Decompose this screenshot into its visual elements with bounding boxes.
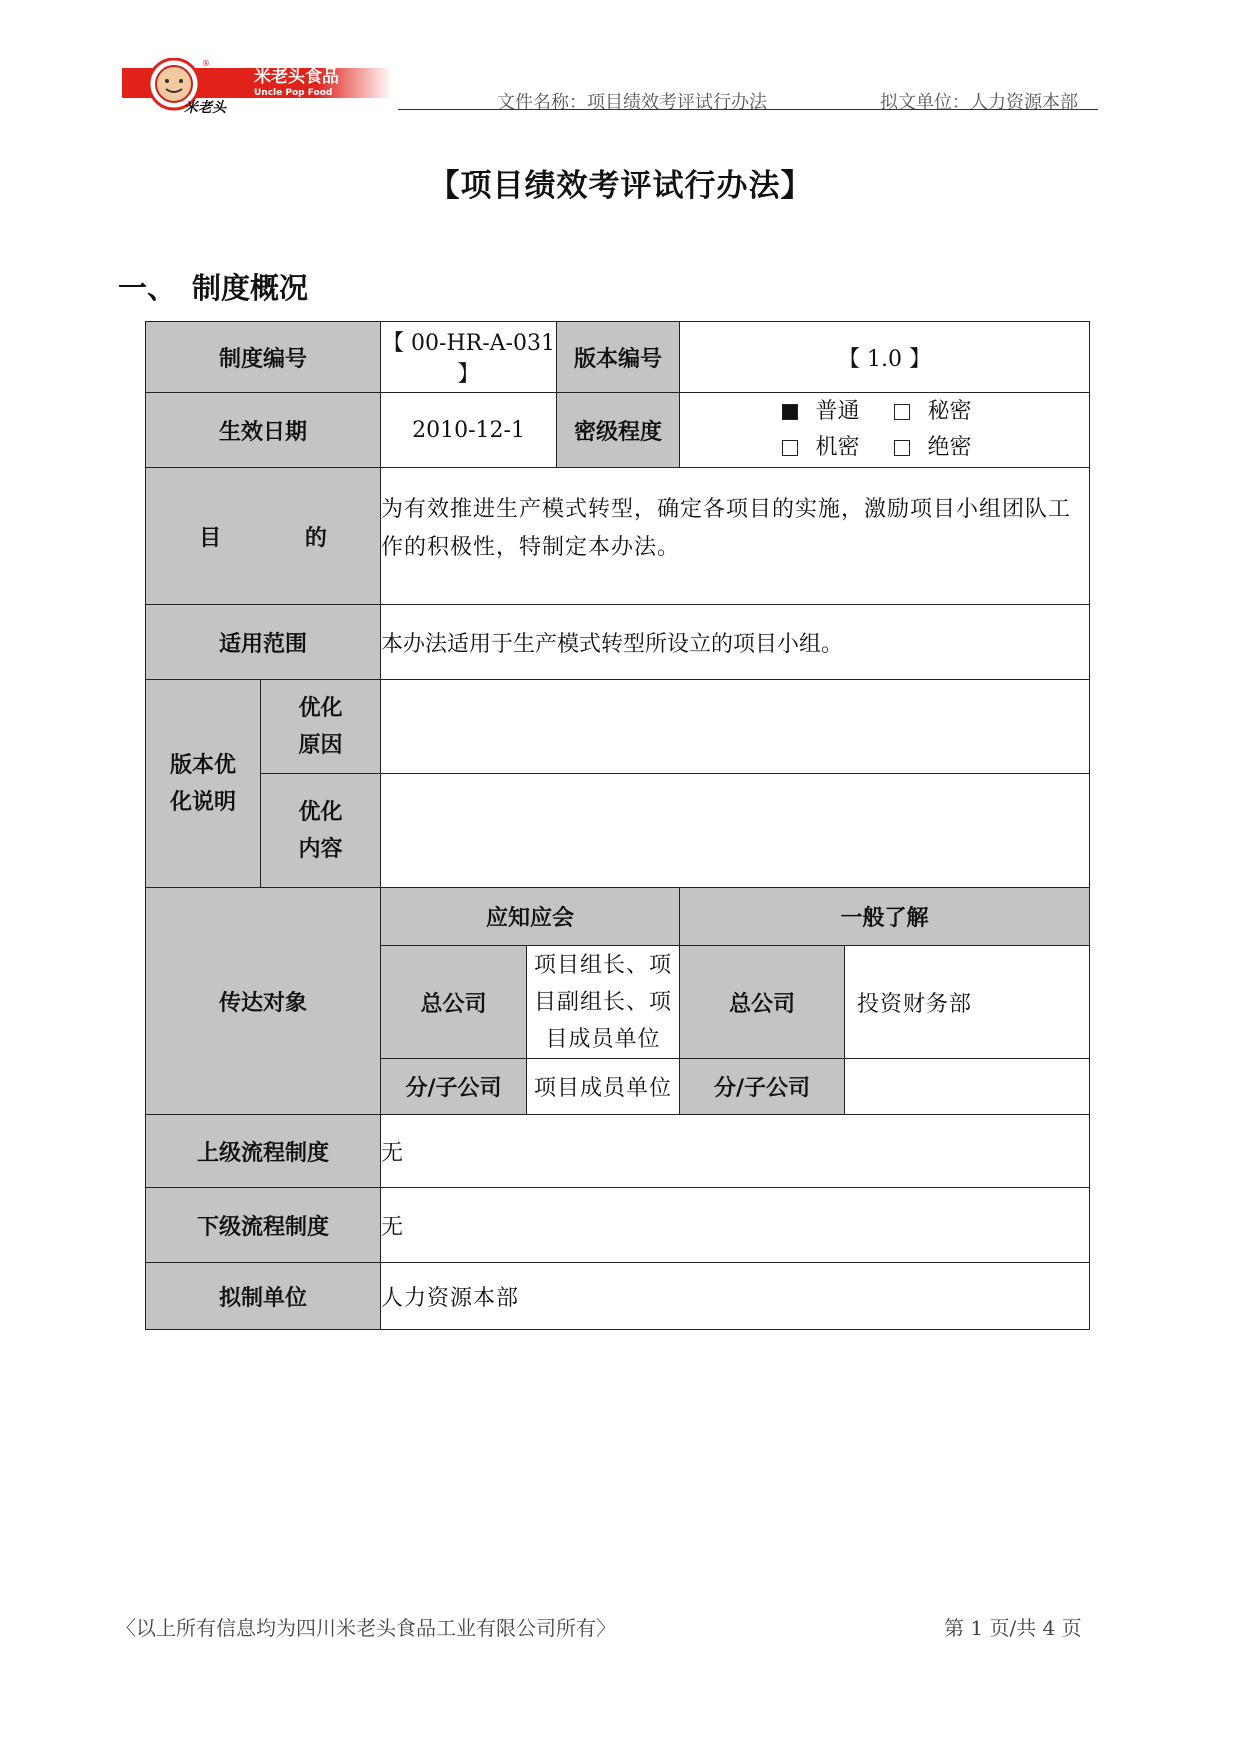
logo-brand-cn: 米老头食品	[254, 67, 339, 87]
header-file-name: 文件名称：项目绩效考评试行办法	[497, 92, 767, 113]
version-no-label: 版本编号	[557, 322, 680, 393]
secrecy-option-label: 绝密	[927, 435, 972, 460]
secrecy-option-label: 机密	[815, 435, 860, 460]
section-title: 制度概况	[192, 271, 309, 305]
version-no-value: 【 1.0 】	[680, 322, 1090, 393]
optimize-content-label: 优化内容	[261, 774, 381, 888]
branch-label: 分/子公司	[381, 1059, 527, 1115]
scope-value: 本办法适用于生产模式转型所设立的项目小组。	[381, 605, 1090, 680]
scope-label: 适用范围	[146, 605, 381, 680]
secrecy-option-label: 秘密	[927, 399, 972, 424]
drafter-value: 人力资源本部	[381, 1263, 1090, 1330]
secrecy-option-label: 普通	[815, 399, 860, 424]
effective-date-label: 生效日期	[146, 393, 381, 468]
system-no-value: 【 00-HR-A-031 】	[381, 322, 557, 393]
table-row	[146, 605, 1090, 680]
table-row	[146, 1188, 1090, 1263]
general-know-label: 一般了解	[680, 888, 1090, 946]
communicate-label: 传达对象	[146, 888, 381, 1115]
table-row	[146, 1115, 1090, 1188]
purpose-label: 目 的	[146, 468, 381, 605]
system-overview-table	[145, 321, 1090, 1330]
document-title: 【项目绩效考评试行办法】	[428, 168, 813, 204]
must-know-label: 应知应会	[381, 888, 680, 946]
branch-general-value	[845, 1059, 1090, 1115]
drafter-label: 拟制单位	[146, 1263, 381, 1330]
logo-brand-en: Uncle Pop Food	[254, 88, 333, 98]
hq-general-value: 投资财务部	[845, 946, 1090, 1059]
hq-label: 总公司	[381, 946, 527, 1059]
section-heading	[118, 266, 308, 307]
branch-label: 分/子公司	[680, 1059, 845, 1115]
upper-process-value: 无	[381, 1115, 1090, 1188]
optimize-content-value[interactable]	[381, 774, 1090, 888]
secrecy-label: 密级程度	[557, 393, 680, 468]
hq-label: 总公司	[680, 946, 845, 1059]
secrecy-checkbox-confidential[interactable]	[782, 440, 798, 456]
upper-process-label: 上级流程制度	[146, 1115, 381, 1188]
section-number: 一、	[118, 271, 177, 305]
hq-must-know-value: 项目组长、项目副组长、项目成员单位	[527, 946, 680, 1059]
secrecy-checkbox-normal[interactable]	[782, 404, 798, 420]
table-row	[146, 1263, 1090, 1330]
table-row	[146, 680, 1090, 774]
branch-must-know-value: 项目成员单位	[527, 1059, 680, 1115]
optimize-reason-value[interactable]	[381, 680, 1090, 774]
lower-process-value: 无	[381, 1188, 1090, 1263]
lower-process-label: 下级流程制度	[146, 1188, 381, 1263]
header-drafting-unit: 拟文单位：人力资源本部	[880, 92, 1078, 113]
effective-date-value: 2010-12-1	[381, 393, 557, 468]
table-row	[146, 322, 1090, 393]
secrecy-checkbox-top-secret[interactable]	[894, 440, 910, 456]
company-logo	[122, 58, 392, 114]
system-no-label: 制度编号	[146, 322, 381, 393]
table-row	[146, 393, 1090, 468]
table-row	[146, 468, 1090, 605]
optimize-reason-label: 优化原因	[261, 680, 381, 774]
version-note-label: 版本优化说明	[146, 680, 261, 888]
logo-registered-mark: ®	[202, 59, 210, 68]
table-row	[146, 888, 1090, 946]
footer-page-info: 第 1 页/共 4 页	[944, 1616, 1082, 1640]
header-rule	[398, 109, 1098, 110]
secrecy-options	[680, 393, 1090, 468]
table-row	[146, 774, 1090, 888]
secrecy-checkbox-secret[interactable]	[894, 404, 910, 420]
logo-seal-text: 米老头	[184, 100, 226, 114]
footer-copyright: 〈以上所有信息均为四川米老头食品工业有限公司所有〉	[116, 1616, 616, 1640]
purpose-value: 为有效推进生产模式转型，确定各项目的实施，激励项目小组团队工作的积极性，特制定本办法。	[381, 468, 1090, 605]
